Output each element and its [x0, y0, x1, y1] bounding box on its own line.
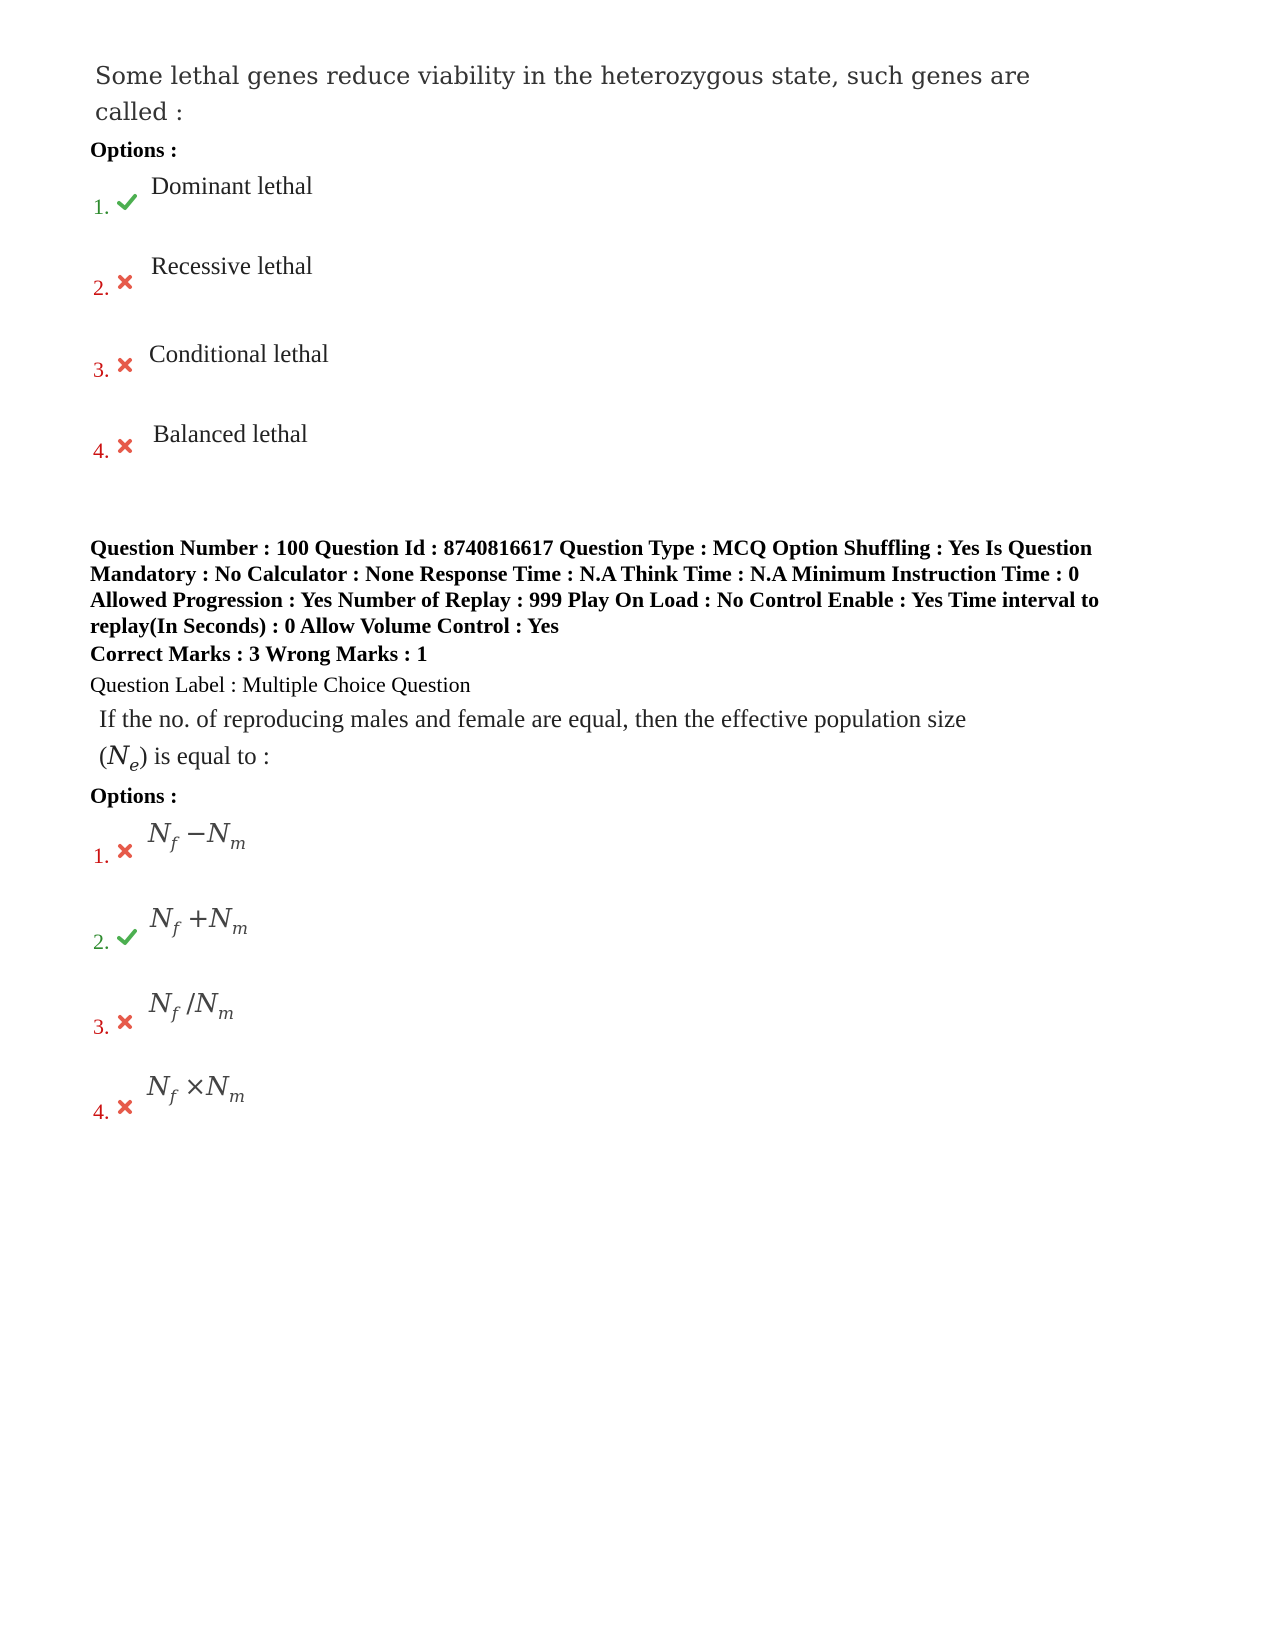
option-formula: $N_f \times N_m$: [147, 1072, 245, 1107]
question-100-line-1: If the no. of reproducing males and female are equal, then the effective population size: [99, 706, 967, 733]
cross-icon: [117, 1099, 133, 1115]
option-number: 2.: [93, 929, 110, 954]
option-99-2: [93, 252, 693, 312]
question-99-text: [95, 58, 1030, 130]
metadata-line: replay(In Seconds) : 0 Allow Volume Control : Yes: [90, 613, 559, 638]
option-number: 3.: [93, 1014, 110, 1039]
metadata-line: Mandatory : No Calculator : None Response Time : N.A Think Time : N.A Minimum Instruction Time : 0: [90, 561, 1080, 586]
question-100-text: [99, 702, 966, 784]
question-100-metadata: [90, 535, 1190, 639]
option-100-3: [93, 987, 693, 1047]
cross-icon: [117, 357, 133, 373]
option-formula: $N_f$ $/N_m$: [149, 989, 234, 1024]
cross-icon: [117, 438, 133, 454]
cross-icon: [117, 843, 133, 859]
question-99-line-1: Some lethal genes reduce viability in the heterozygous state, such genes are: [95, 62, 1031, 90]
ne-subscript: e: [129, 756, 140, 776]
option-number: 4.: [93, 1099, 110, 1124]
option-number: 4.: [93, 438, 110, 463]
question-label: Question Label : Multiple Choice Question: [90, 672, 471, 697]
cross-icon: [117, 274, 133, 290]
option-100-1: [93, 817, 693, 877]
option-100-4: [93, 1072, 693, 1132]
option-number: 3.: [93, 357, 110, 382]
option-text: Dominant lethal: [151, 173, 313, 200]
option-99-4: [93, 420, 693, 480]
question-100-line-2: $(N_e)$ is equal to :: [99, 741, 270, 776]
option-formula: $N_f +N_m$: [150, 904, 248, 939]
option-number: 2.: [93, 275, 110, 300]
question-99-line-2: called :: [95, 98, 184, 126]
option-number: 1.: [93, 843, 110, 868]
cross-icon: [117, 1014, 133, 1030]
metadata-line: Question Number : 100 Question Id : 8740816617 Question Type : MCQ Option Shuffling : Yes Is Question: [90, 535, 1093, 560]
question-100-line-2-suffix: is equal to :: [153, 743, 270, 770]
check-icon: [117, 192, 137, 212]
option-formula: $N_f -N_m$: [148, 819, 246, 854]
ne-symbol: N: [107, 741, 130, 770]
marks-line: Correct Marks : 3 Wrong Marks : 1: [90, 641, 428, 666]
check-icon: [117, 927, 137, 947]
option-text: Recessive lethal: [151, 253, 313, 280]
option-99-1: [93, 172, 693, 232]
option-number: 1.: [93, 194, 110, 219]
option-99-3: [93, 340, 693, 400]
option-text: Conditional lethal: [149, 341, 329, 368]
options-label-99: Options :: [90, 137, 178, 162]
options-label-100: Options :: [90, 783, 178, 808]
option-text: Balanced lethal: [153, 421, 308, 448]
metadata-line: Allowed Progression : Yes Number of Replay : 999 Play On Load : No Control Enable : Yes Time interval to: [90, 587, 1100, 612]
option-100-2: [93, 902, 693, 962]
